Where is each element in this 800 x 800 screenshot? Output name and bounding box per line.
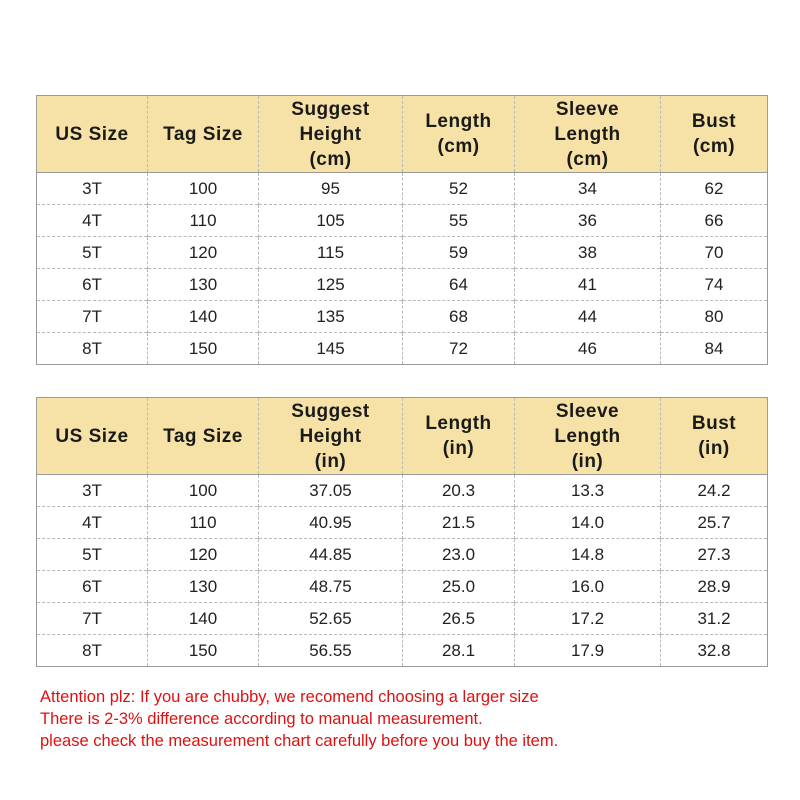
cell-bust: 28.9: [661, 571, 768, 603]
header-sleeve-length: [515, 398, 661, 475]
cell-tag-size: 120: [148, 539, 259, 571]
cell-us-size: 4T: [37, 507, 148, 539]
cell-suggest-height: 44.85: [259, 539, 403, 571]
header-bust: [661, 96, 768, 173]
header-text-line: Tag Size: [163, 123, 243, 145]
cell-length: 68: [403, 301, 515, 333]
header-text-line: Length: [425, 111, 492, 132]
cell-length: 72: [403, 333, 515, 365]
cell-sleeve-length: 36: [515, 205, 661, 237]
cell-sleeve-length: 17.9: [515, 635, 661, 667]
table-row: [37, 205, 768, 237]
header-text-line: Sleeve: [555, 400, 620, 422]
cell-bust: 31.2: [661, 603, 768, 635]
cell-bust: 84: [661, 333, 768, 365]
cell-bust: 32.8: [661, 635, 768, 667]
header-text-line: Length: [554, 123, 621, 145]
cell-suggest-height: 115: [259, 237, 403, 269]
header-text-line: Tag Size: [163, 425, 243, 447]
cell-bust: 70: [661, 237, 768, 269]
cell-length: 21.5: [403, 507, 515, 539]
cell-sleeve-length: 14.0: [515, 507, 661, 539]
cell-bust: 62: [661, 173, 768, 205]
cell-tag-size: 130: [148, 269, 259, 301]
cell-us-size: 7T: [37, 603, 148, 635]
cell-us-size: 7T: [37, 301, 148, 333]
cell-suggest-height: 40.95: [259, 507, 403, 539]
header-tag-size: [148, 398, 259, 475]
note-line-chubby: Attention plz: If you are chubby, we recomend choosing a larger size: [40, 688, 539, 706]
cell-suggest-height: 37.05: [259, 475, 403, 507]
cell-bust: 27.3: [661, 539, 768, 571]
cell-length: 55: [403, 205, 515, 237]
header-length: [403, 398, 515, 475]
cell-suggest-height: 135: [259, 301, 403, 333]
cell-us-size: 6T: [37, 571, 148, 603]
cell-tag-size: 130: [148, 571, 259, 603]
cell-length: 28.1: [403, 635, 515, 667]
table-row: [37, 603, 768, 635]
table-row: [37, 635, 768, 667]
note-line-difference: There is 2-3% difference according to manual measurement.: [40, 710, 483, 728]
header-row: [37, 398, 768, 475]
cell-length: 52: [403, 173, 515, 205]
header-text-line: Height: [299, 123, 362, 145]
header-text-line: (in): [314, 450, 347, 472]
cell-length: 59: [403, 237, 515, 269]
cell-tag-size: 100: [148, 173, 259, 205]
header-text-line: (cm): [566, 148, 609, 170]
cell-suggest-height: 56.55: [259, 635, 403, 667]
header-tag-size: [148, 96, 259, 173]
header-bust: [661, 398, 768, 475]
cell-tag-size: 140: [148, 603, 259, 635]
table-row: [37, 333, 768, 365]
cell-us-size: 6T: [37, 269, 148, 301]
cell-sleeve-length: 44: [515, 301, 661, 333]
table-row: [37, 173, 768, 205]
cell-bust: 24.2: [661, 475, 768, 507]
table-row: [37, 237, 768, 269]
header-row: [37, 96, 768, 173]
cell-us-size: 3T: [37, 475, 148, 507]
header-text-line: Suggest: [291, 400, 370, 422]
cell-suggest-height: 105: [259, 205, 403, 237]
cell-sleeve-length: 38: [515, 237, 661, 269]
header-us-size: [37, 96, 148, 173]
cell-suggest-height: 145: [259, 333, 403, 365]
table-row: [37, 475, 768, 507]
header-us-size: [37, 398, 148, 475]
cell-length: 25.0: [403, 571, 515, 603]
cell-length: 64: [403, 269, 515, 301]
cell-tag-size: 110: [148, 205, 259, 237]
cell-sleeve-length: 16.0: [515, 571, 661, 603]
cell-us-size: 5T: [37, 237, 148, 269]
header-sleeve-length: [515, 96, 661, 173]
header-text-line: (in): [698, 438, 730, 459]
header-text-line: (cm): [309, 148, 352, 170]
cell-tag-size: 140: [148, 301, 259, 333]
table-row: [37, 539, 768, 571]
note-line-check-chart: please check the measurement chart carefully before you buy the item.: [40, 732, 559, 750]
cell-us-size: 3T: [37, 173, 148, 205]
cell-length: 23.0: [403, 539, 515, 571]
header-text-line: Length: [425, 413, 492, 434]
cell-us-size: 4T: [37, 205, 148, 237]
cell-tag-size: 110: [148, 507, 259, 539]
cell-sleeve-length: 13.3: [515, 475, 661, 507]
cell-bust: 66: [661, 205, 768, 237]
cell-suggest-height: 52.65: [259, 603, 403, 635]
header-text-line: (cm): [692, 136, 736, 157]
size-chart-in-table: [36, 397, 768, 667]
cell-suggest-height: 48.75: [259, 571, 403, 603]
table-row: [37, 301, 768, 333]
table-row: [37, 507, 768, 539]
cell-us-size: 5T: [37, 539, 148, 571]
cell-sleeve-length: 41: [515, 269, 661, 301]
table-row: [37, 269, 768, 301]
cell-length: 26.5: [403, 603, 515, 635]
cell-suggest-height: 125: [259, 269, 403, 301]
size-chart-cm-table: [36, 95, 768, 365]
header-text-line: Height: [299, 425, 362, 447]
header-text-line: US Size: [55, 123, 129, 145]
header-suggest-height: [259, 96, 403, 173]
cell-tag-size: 150: [148, 333, 259, 365]
header-text-line: Sleeve: [555, 98, 620, 120]
header-text-line: Length: [554, 425, 621, 447]
cell-sleeve-length: 17.2: [515, 603, 661, 635]
header-text-line: (in): [571, 450, 604, 472]
header-text-line: US Size: [55, 425, 129, 447]
header-text-line: (in): [442, 438, 475, 459]
header-text-line: Bust: [691, 413, 737, 434]
header-text-line: Bust: [691, 111, 737, 132]
cell-bust: 74: [661, 269, 768, 301]
cell-sleeve-length: 46: [515, 333, 661, 365]
cell-bust: 80: [661, 301, 768, 333]
cell-us-size: 8T: [37, 635, 148, 667]
cell-length: 20.3: [403, 475, 515, 507]
header-suggest-height: [259, 398, 403, 475]
cell-suggest-height: 95: [259, 173, 403, 205]
cell-us-size: 8T: [37, 333, 148, 365]
attention-notes: [40, 686, 780, 752]
table-row: [37, 571, 768, 603]
header-length: [403, 96, 515, 173]
cell-sleeve-length: 14.8: [515, 539, 661, 571]
cell-bust: 25.7: [661, 507, 768, 539]
header-text-line: (cm): [437, 136, 480, 157]
cell-tag-size: 150: [148, 635, 259, 667]
header-text-line: Suggest: [291, 98, 370, 120]
cell-sleeve-length: 34: [515, 173, 661, 205]
cell-tag-size: 120: [148, 237, 259, 269]
cell-tag-size: 100: [148, 475, 259, 507]
